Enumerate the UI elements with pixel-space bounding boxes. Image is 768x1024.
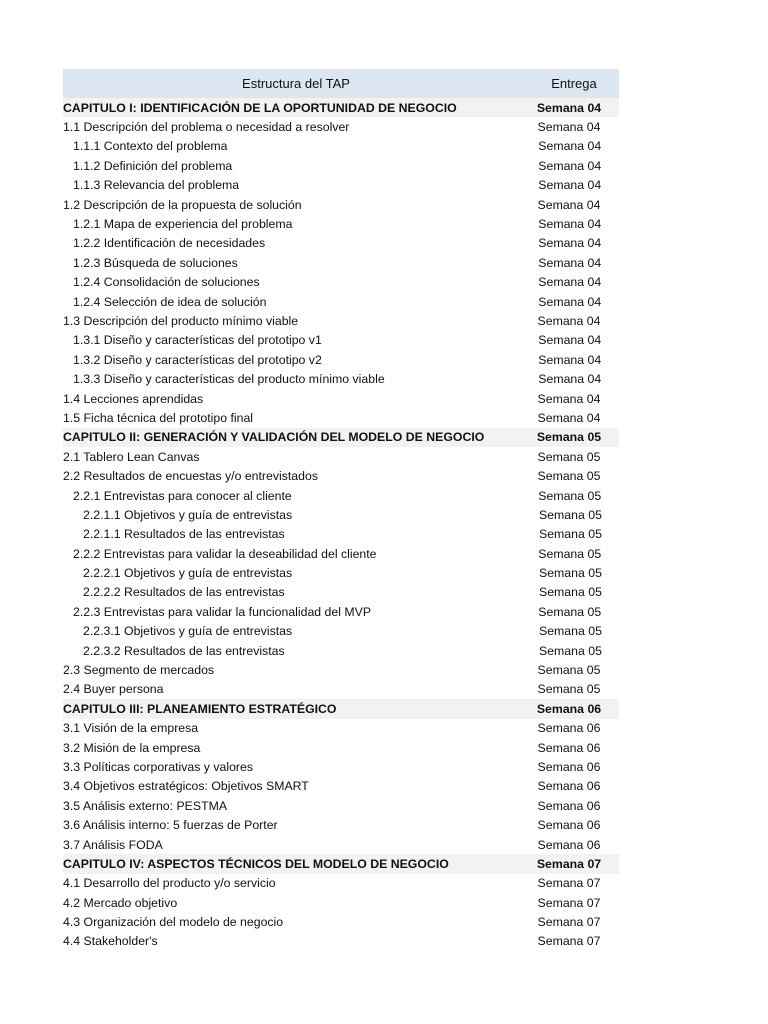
row-week: Semana 05 [537,449,601,464]
row-title: 2.2.1 Entrevistas para conocer al cliente [73,488,292,503]
row-title: 2.3 Segmento de mercados [63,663,215,678]
table-row [63,738,619,757]
row-week: Semana 05 [539,643,602,658]
row-week: Semana 05 [538,546,602,561]
table-row [63,660,619,679]
row-week: Semana 04 [538,236,602,251]
chapter-row [63,428,619,447]
row-title: 4.4 Stakeholder's [63,934,158,949]
row-week: Semana 05 [539,585,602,600]
row-title: 2.2 Resultados de encuestas y/o entrevistados [63,469,318,484]
row-title: 1.3.2 Diseño y características del prototipo v2 [73,352,322,367]
row-week: Semana 04 [538,139,602,154]
row-title: 2.2.2.1 Objetivos y guía de entrevistas [83,566,293,581]
table-row [63,486,619,505]
table-row [63,835,619,854]
row-week: Semana 07 [537,876,601,891]
table-row [63,331,619,350]
table-row [63,311,619,330]
table-row [63,505,619,524]
row-title: 2.2.3.2 Resultados de las entrevistas [83,643,285,658]
chapter-row [63,98,619,117]
row-title: 3.5 Análisis externo: PESTMA [63,798,228,813]
row-week: Semana 05 [539,527,602,542]
row-week: Semana 04 [537,120,601,135]
row-week: Semana 06 [537,759,601,774]
row-week: Semana 06 [537,818,601,833]
row-week: Semana 05 [537,682,601,697]
table-row [63,893,619,912]
row-title: 1.1.3 Relevancia del problema [73,178,240,193]
row-week: Semana 04 [538,275,602,290]
row-title: 1.1.2 Definición del problema [73,158,233,173]
table-row [63,583,619,602]
row-title: 2.2.2.2 Resultados de las entrevistas [83,585,285,600]
row-week: Semana 04 [538,217,602,232]
row-title: 4.1 Desarrollo del producto y/o servicio [63,876,276,891]
row-week: Semana 04 [538,372,602,387]
row-title: 1.2.3 Búsqueda de soluciones [73,255,238,270]
table-row [63,176,619,195]
row-week: Semana 04 [538,294,602,309]
row-title: 1.4 Lecciones aprendidas [63,391,204,406]
row-title: 3.1 Visión de la empresa [63,721,199,736]
table-row [63,796,619,815]
table-row [63,156,619,175]
table-row [63,932,619,951]
table-row [63,234,619,253]
row-title: 2.2.2 Entrevistas para validar la deseabilidad del cliente [73,546,377,561]
row-title: 2.2.3 Entrevistas para validar la funcionalidad del MVP [73,604,372,619]
chapter-row [63,854,619,873]
table-row [63,214,619,233]
row-title: 1.2.2 Identificación de necesidades [73,236,266,251]
row-week: Semana 06 [537,740,601,755]
row-title: 2.4 Buyer persona [63,682,164,697]
row-week: Semana 06 [537,721,601,736]
table-row [63,622,619,641]
row-week: Semana 06 [536,701,602,716]
row-title: 1.5 Ficha técnica del prototipo final [63,410,254,425]
row-week: Semana 04 [538,333,602,348]
row-title: 3.4 Objetivos estratégicos: Objetivos SMART [63,779,309,794]
chapter-row [63,699,619,718]
table-row [63,195,619,214]
row-week: Semana 04 [538,352,602,367]
table-row [63,408,619,427]
row-title: 2.2.1.1 Objetivos y guía de entrevistas [83,507,293,522]
tap-structure-table [63,69,619,951]
row-title: 3.3 Políticas corporativas y valores [63,759,254,774]
row-week: Semana 06 [537,837,601,852]
row-week: Semana 07 [536,856,602,871]
row-week: Semana 05 [537,469,601,484]
row-title: 3.2 Misión de la empresa [63,740,201,755]
table-row [63,815,619,834]
row-title: CAPITULO IV: ASPECTOS TÉCNICOS DEL MODELO DE NEGOCIO [63,856,449,871]
table-row [63,292,619,311]
row-week: Semana 05 [539,624,602,639]
table-row [63,350,619,369]
table-row [63,389,619,408]
table-row [63,544,619,563]
row-title: 1.2 Descripción de la propuesta de solución [63,197,302,212]
row-title: 3.6 Análisis interno: 5 fuerzas de Porter [63,818,278,833]
row-week: Semana 04 [538,158,602,173]
table-row [63,117,619,136]
row-title: 3.7 Análisis FODA [63,837,163,852]
row-week: Semana 04 [538,178,602,193]
row-week: Semana 07 [537,895,601,910]
row-week: Semana 05 [538,604,602,619]
row-title: 1.2.4 Consolidación de soluciones [73,275,260,290]
row-title: 1.1 Descripción del problema o necesidad a resolver [63,120,350,135]
row-title: CAPITULO I: IDENTIFICACIÓN DE LA OPORTUNIDAD DE NEGOCIO [63,100,457,115]
row-title: 1.3.3 Diseño y características del producto mínimo viable [73,372,385,387]
table-row [63,757,619,776]
row-week: Semana 04 [537,410,601,425]
row-title: 2.1 Tablero Lean Canvas [63,449,200,464]
row-week: Semana 04 [537,313,601,328]
header-structure: Estructura del TAP [242,76,350,91]
table-row [63,874,619,893]
row-week: Semana 04 [537,391,601,406]
table-row [63,602,619,621]
row-week: Semana 07 [537,915,601,930]
row-week: Semana 05 [536,430,602,445]
row-title: 4.3 Organización del modelo de negocio [63,915,284,930]
table-row [63,369,619,388]
table-row [63,777,619,796]
row-title: 1.1.1 Contexto del problema [73,139,228,154]
row-title: 1.3 Descripción del producto mínimo viable [63,313,299,328]
table-row [63,641,619,660]
row-title: 1.2.4 Selección de idea de solución [73,294,267,309]
table-row [63,680,619,699]
row-week: Semana 05 [537,663,601,678]
row-title: 4.2 Mercado objetivo [63,895,178,910]
row-title: CAPITULO III: PLANEAMIENTO ESTRATÉGICO [63,701,337,716]
row-week: Semana 04 [536,100,602,115]
row-week: Semana 05 [538,488,602,503]
table-header [63,69,619,98]
table-row [63,273,619,292]
row-week: Semana 07 [537,934,601,949]
row-title: 1.2.1 Mapa de experiencia del problema [73,217,293,232]
table-row [63,447,619,466]
table-row [63,563,619,582]
table-row [63,253,619,272]
table-row [63,719,619,738]
table-body [63,98,619,951]
row-title: 2.2.1.1 Resultados de las entrevistas [83,527,285,542]
row-week: Semana 05 [539,566,602,581]
row-title: 2.2.3.1 Objetivos y guía de entrevistas [83,624,293,639]
row-week: Semana 04 [537,197,601,212]
table-row [63,912,619,931]
row-week: Semana 05 [539,507,602,522]
row-title: CAPITULO II: GENERACIÓN Y VALIDACIÓN DEL MODELO DE NEGOCIO [63,430,485,445]
table-row [63,525,619,544]
row-week: Semana 06 [537,798,601,813]
row-week: Semana 06 [537,779,601,794]
table-row [63,137,619,156]
row-week: Semana 04 [538,255,602,270]
row-title: 1.3.1 Diseño y características del prototipo v1 [73,333,322,348]
table-row [63,466,619,485]
header-delivery: Entrega [551,76,597,91]
